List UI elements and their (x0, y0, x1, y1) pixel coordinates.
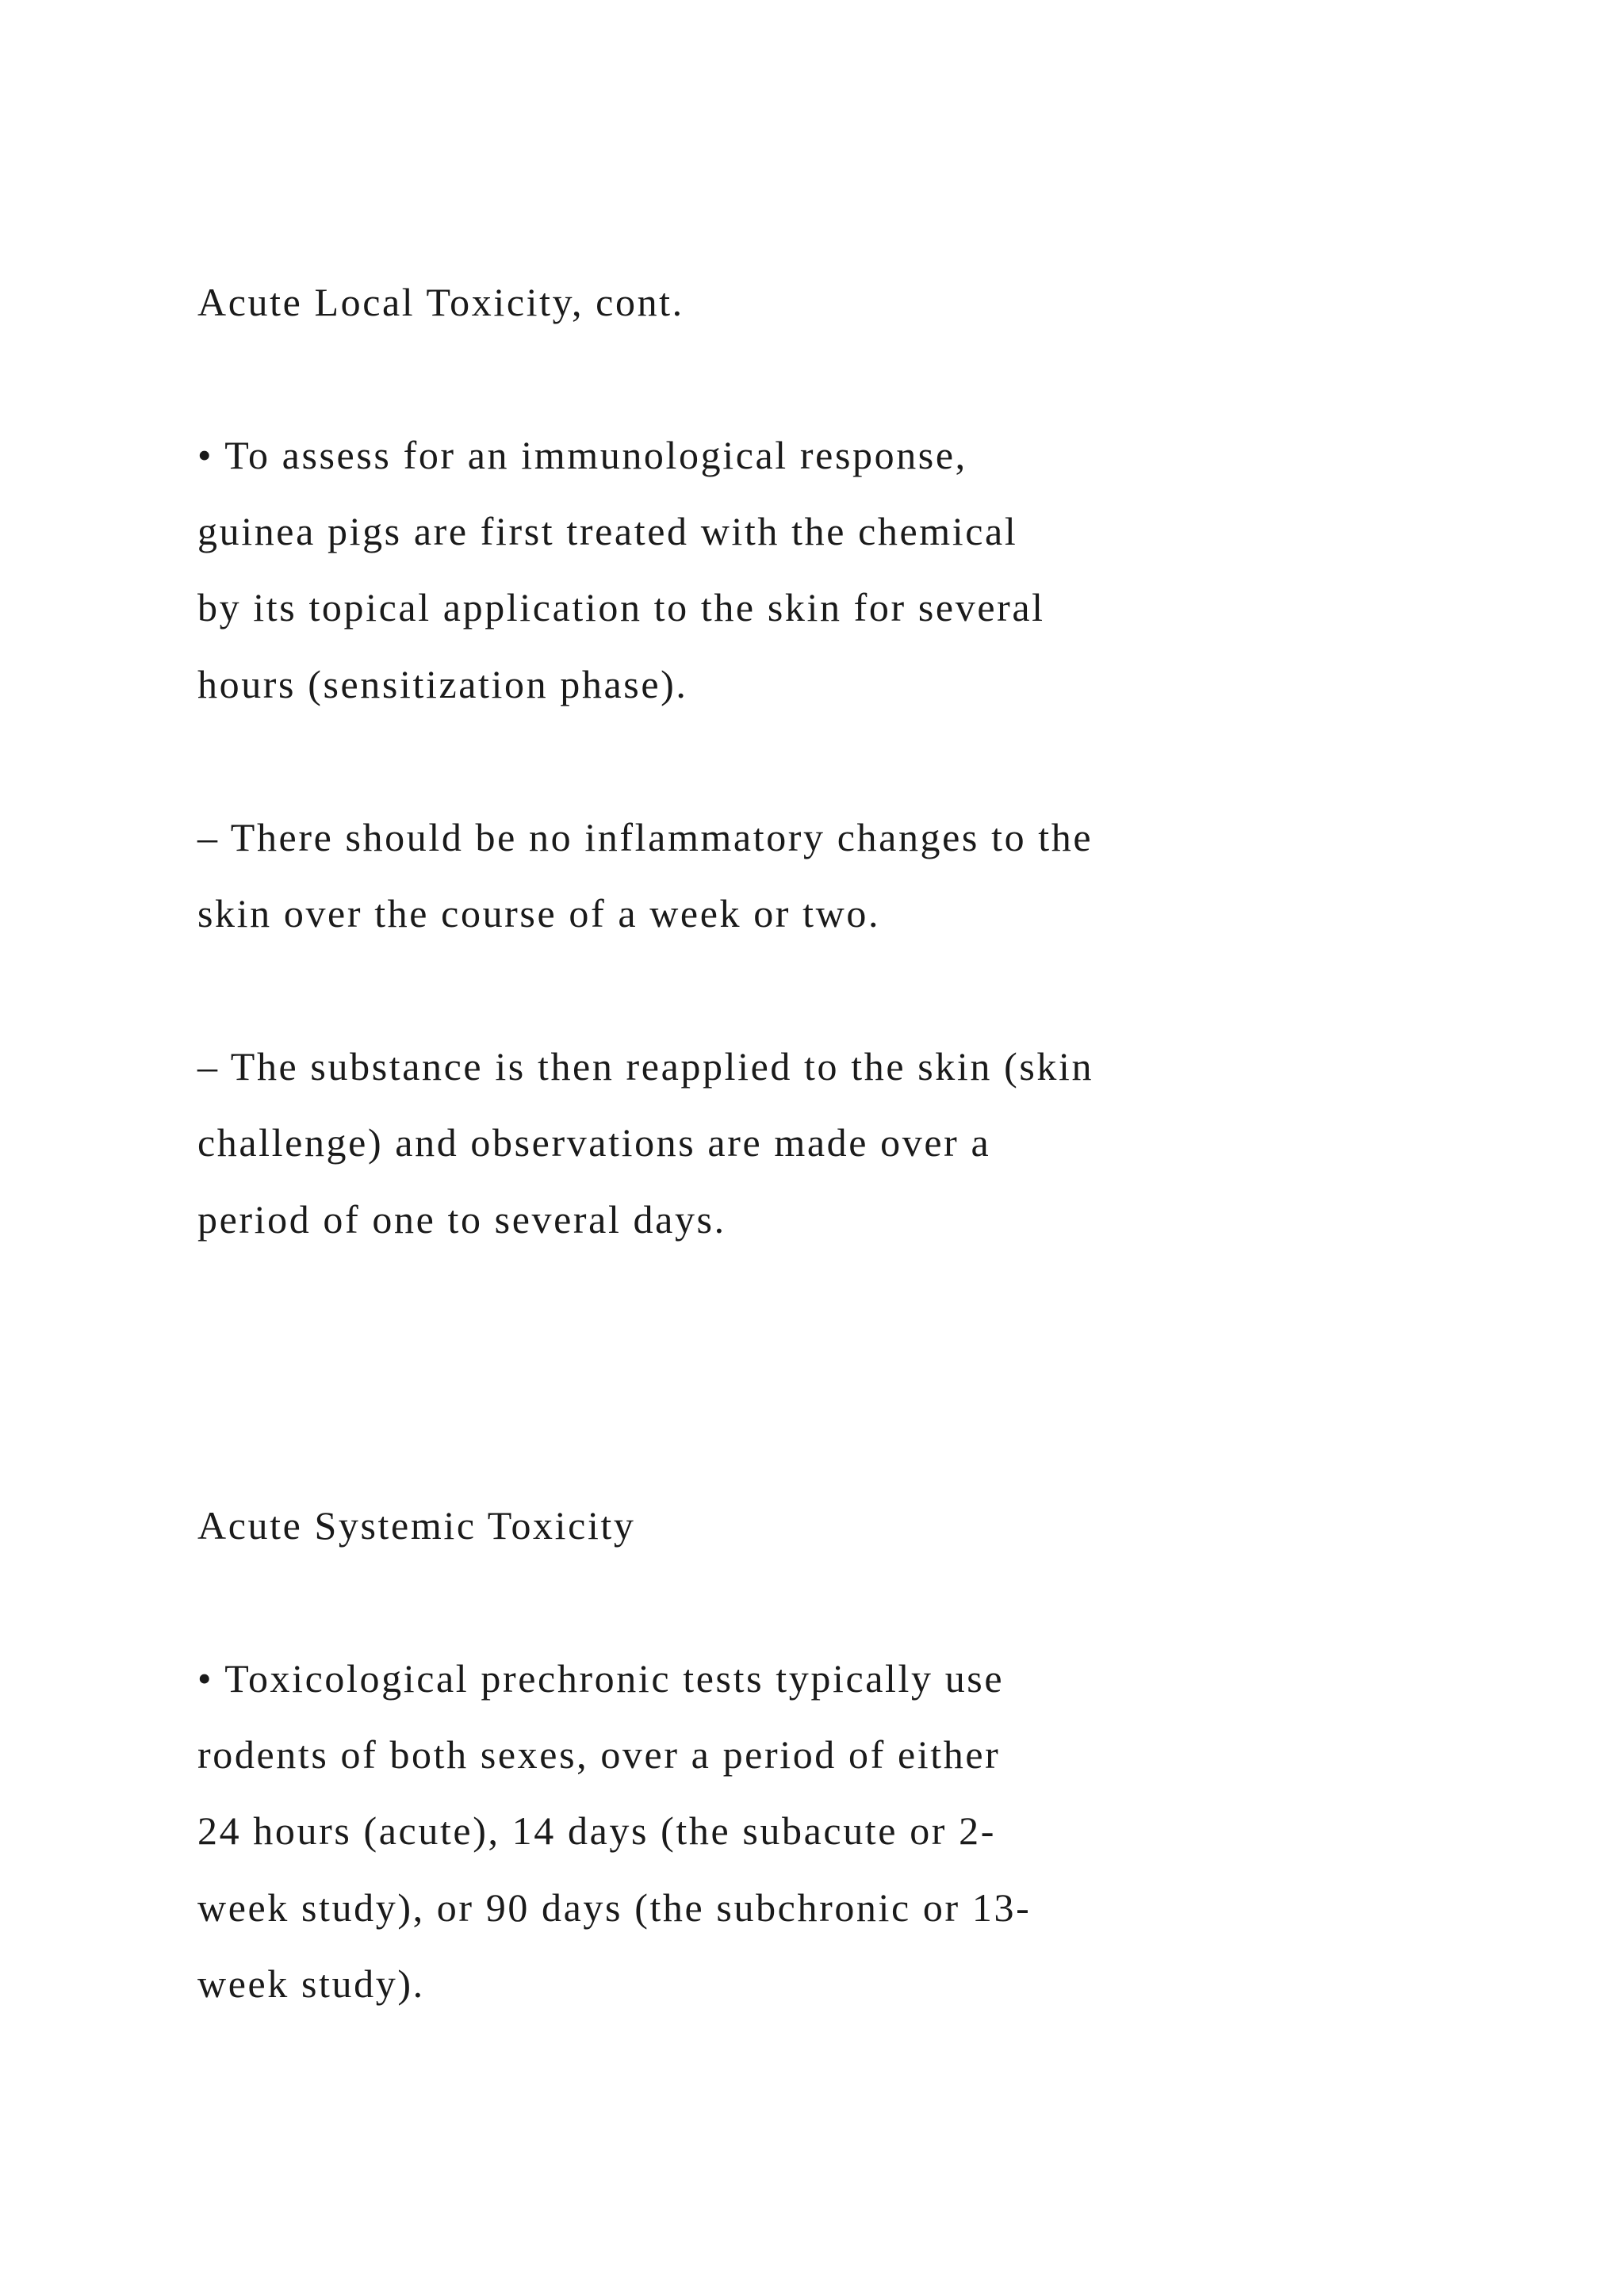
paragraph-line: week study), or 90 days (the subchronic or 13- (197, 1885, 1032, 1930)
paragraph-line: skin over the course of a week or two. (197, 891, 881, 936)
paragraph-line: 24 hours (acute), 14 days (the subacute or 2- (197, 1808, 996, 1853)
section-heading-acute-local-toxicity: Acute Local Toxicity, cont. (197, 280, 684, 324)
paragraph-line: hours (sensitization phase). (197, 662, 688, 706)
paragraph-line: period of one to several days. (197, 1197, 726, 1242)
paragraph-line: • Toxicological prechronic tests typically use (197, 1656, 1005, 1701)
paragraph-line: • To assess for an immunological response, (197, 433, 967, 477)
paragraph-line: week study). (197, 1961, 425, 2006)
section-heading-acute-systemic-toxicity: Acute Systemic Toxicity (197, 1503, 636, 1548)
paragraph-line: by its topical application to the skin for several (197, 585, 1045, 629)
paragraph-line: guinea pigs are first treated with the chemical (197, 509, 1018, 553)
paragraph-line: challenge) and observations are made over a (197, 1120, 991, 1165)
paragraph-line: rodents of both sexes, over a period of either (197, 1732, 1001, 1777)
paragraph-line: – The substance is then reapplied to the skin (skin (197, 1044, 1094, 1089)
paragraph-line: – There should be no inflammatory changes to the (197, 815, 1094, 859)
